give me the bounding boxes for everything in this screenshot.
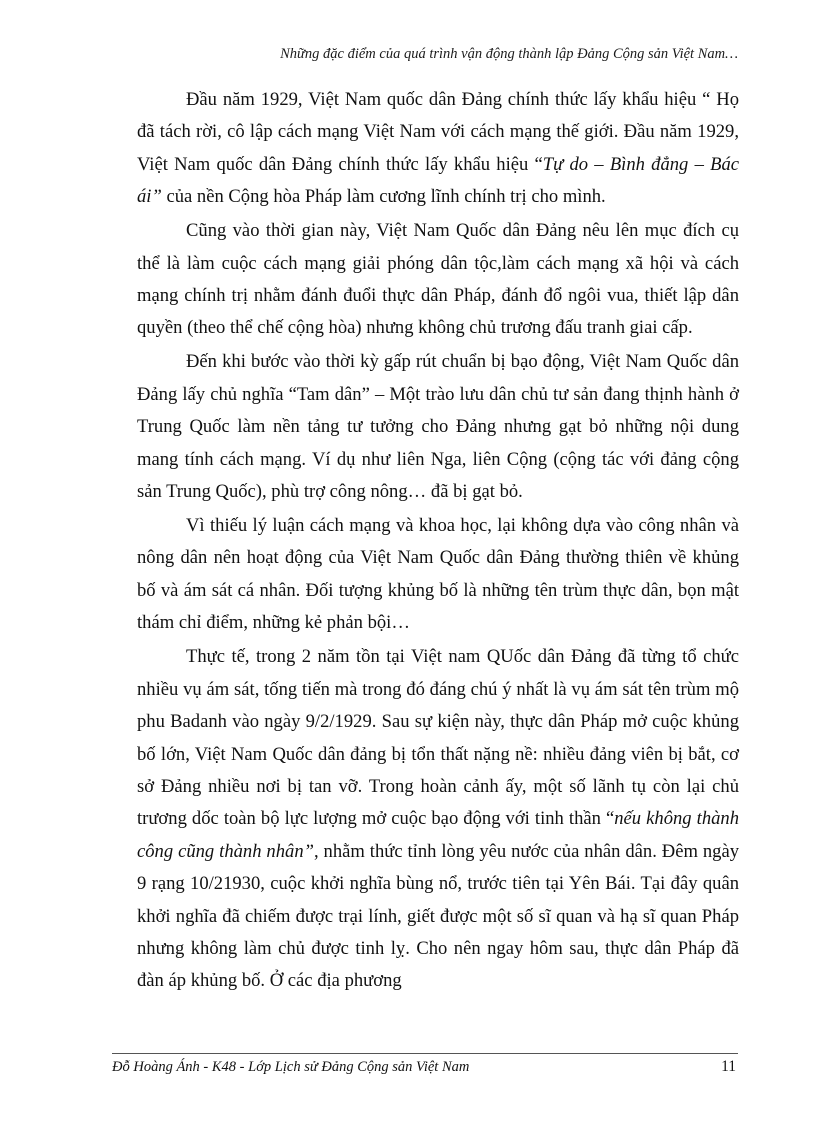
paragraph: Vì thiếu lý luận cách mạng và khoa học, lại không dựa vào công nhân và nông dân nên hoạt động của Việt Nam Quốc dân Đảng thường thiên về khủng bố và ám sát cá nhân. Đối tượng khủng bố là những tên trùm thực dân, bọn mật thám chỉ điểm, những kẻ phản bội…	[137, 515, 739, 634]
italic-slogan: Tự do – Bình đẳng – Bác ái”	[137, 153, 740, 208]
footer-author-line: Đỗ Hoàng Ánh - K48 - Lớp Lịch sử Đảng Cộng sản Việt Nam	[112, 1059, 470, 1075]
running-header: Những đặc điểm của quá trình vận động thành lập Đảng Cộng sản Việt Nam…	[280, 46, 738, 62]
footer-rule	[112, 1053, 738, 1054]
paragraph: Đến khi bước vào thời kỳ gấp rút chuẩn bị bạo động, Việt Nam Quốc dân Đảng lấy chủ nghĩa “Tam dân” – Một trào lưu dân chủ tư sản đang thịnh hành ở Trung Quốc làm nền tảng tư tưởng cho Đảng nhưng gạt bỏ những nội dung mang tính cách mạng. Ví dụ như liên Nga, liên Cộng (cộng tác với đảng cộng sản Trung Quốc), phù trợ công nông… đã bị gạt bỏ.	[137, 351, 739, 503]
body-text	[137, 84, 739, 999]
paragraph: Cũng vào thời gian này, Việt Nam Quốc dân Đảng nêu lên mục đích cụ thể là làm cuộc cách mạng giải phóng dân tộc,làm cách mạng xã hội và cách mạng chính trị nhằm đánh đuổi thực dân Pháp, đánh đổ ngôi vua, thiết lập dân quyền (theo thể chế cộng hòa) nhưng không chủ trương đấu tranh giai cấp.	[137, 220, 739, 339]
page-number: 11	[721, 1058, 736, 1075]
paragraph: Đầu năm 1929, Việt Nam quốc dân Đảng chính thức lấy khẩu hiệu “ Họ đã tách rời, cô lập cách mạng Việt Nam với cách mạng thế giới. Đầu năm 1929, Việt Nam quốc dân Đảng chính thức lấy khẩu hiệu “Tự do – Bình đẳng – Bác ái” của nền Cộng hòa Pháp làm cương lĩnh chính trị cho mình.	[137, 89, 740, 208]
header-rule	[112, 72, 738, 73]
italic-quote: nếu không thành công cũng thành nhân”	[137, 808, 740, 862]
paragraph: Thực tế, trong 2 năm tồn tại Việt nam QUốc dân Đảng đã từng tổ chức nhiều vụ ám sát, tống tiến mà trong đó đáng chú ý nhất là vụ ám sát tên trùm mộ phu Badanh vào ngày 9/2/1929. Sau sự kiện này, thực dân Pháp mở cuộc khủng bố lớn, Việt Nam Quốc dân đảng bị tổn thất nặng nề: nhiều đảng viên bị bắt, cơ sở Đảng nhiều nơi bị tan vỡ. Trong hoàn cảnh ấy, một số lãnh tụ còn lại chủ trương dốc toàn bộ lực lượng mở cuộc bạo động với tinh thần “nếu không thành công cũng thành nhân”, nhằm thức tỉnh lòng yêu nước của nhân dân. Đêm ngày 9 rạng 10/21930, cuộc khởi nghĩa bùng nổ, trước tiên tại Yên Bái. Tại đây quân khởi nghĩa đã chiếm được trại lính, giết được một số sĩ quan và hạ sĩ quan Pháp nhưng không làm chủ được tinh lỵ. Cho nên ngay hôm sau, thực dân Pháp đã đàn áp khủng bố. Ở các địa phương	[137, 646, 740, 992]
